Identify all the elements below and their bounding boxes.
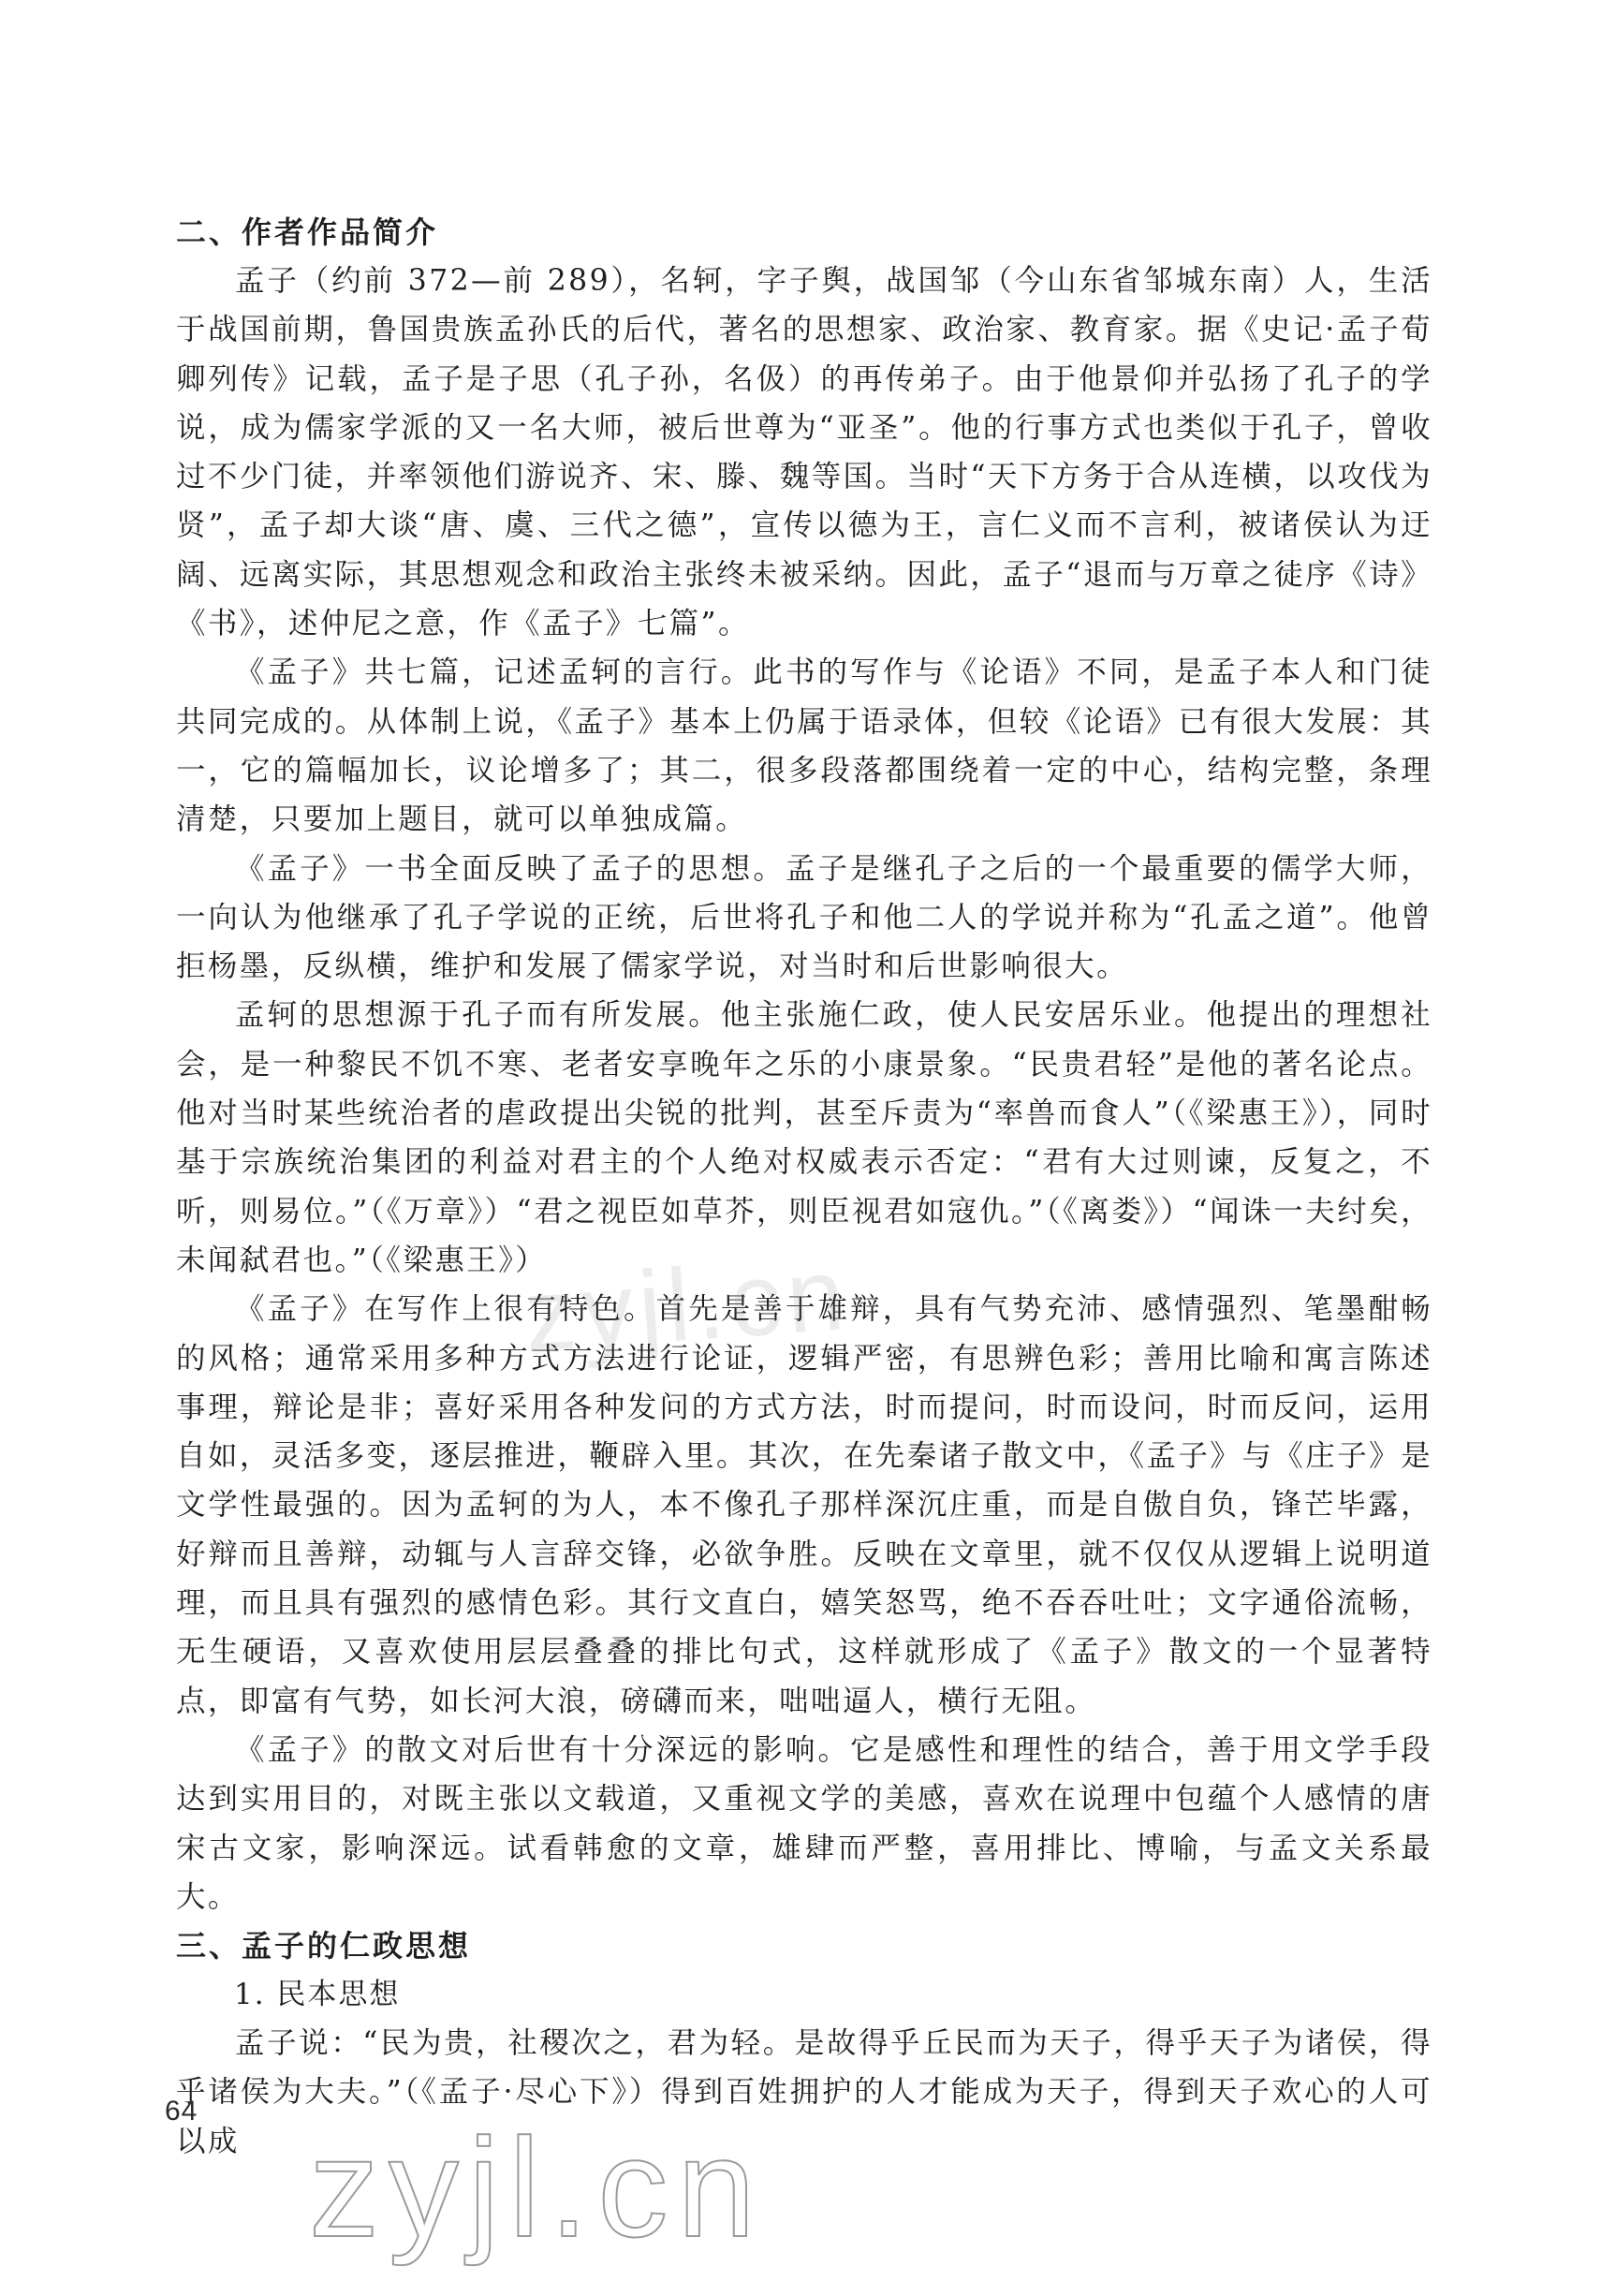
page-content — [176, 208, 1432, 2166]
subheading-minben: 1. 民本思想 — [234, 1978, 401, 2012]
paragraph-book-thought: 《孟子》一书全面反映了孟子的思想。孟子是继孔子之后的一个最重要的儒学大师，一向认为他继承了孔子学说的正统，后世将孔子和他二人的学说并称为“孔孟之道”。他曾拒杨墨，反纵横，维护和发展了儒家学说，对当时和后世影响很大。 — [176, 851, 1432, 984]
paragraph-writing-style: 《孟子》在写作上很有特色。首先是善于雄辩，具有气势充沛、感情强烈、笔墨酣畅的风格；通常采用多种方式方法进行论证，逻辑严密，有思辨色彩；善用比喻和寓言陈述事理，辩论是非；喜好采用各种发问的方式方法，时而提问，时而设问，时而反问，运用自如，灵活多变，逐层推进，鞭辟入里。其次，在先秦诸子散文中，《孟子》与《庄子》是文学性最强的。因为孟轲的为人，本不像孔子那样深沉庄重，而是自傲自负，锋芒毕露，好辩而且善辩，动辄与人言辞交锋，必欲争胜。反映在文章里，就不仅仅从逻辑上说明道理，而且具有强烈的感情色彩。其行文直白，嬉笑怒骂，绝不吞吞吐吐；文字通俗流畅，无生硬语，又喜欢使用层层叠叠的排比句式，这样就形成了《孟子》散文的一个显著特点，即富有气势，如长河大浪，磅礴而来，咄咄逼人，横行无阻。 — [176, 1292, 1432, 1718]
page-number: 64 — [165, 2096, 198, 2127]
paragraph-minben-quote: 孟子说：“民为贵，社稷次之，君为轻。是故得乎丘民而为天子，得乎天子为诸侯，得乎诸侯为大夫。”（《孟子·尽心下》）得到百姓拥护的人才能成为天子，得到天子欢心的人可以成 — [176, 2026, 1432, 2158]
paragraph-mencius-bio: 孟子（约前 372—前 289），名轲，字子舆，战国邹（今山东省邹城东南）人，生活于战国前期，鲁国贵族孟孙氏的后代，著名的思想家、政治家、教育家。据《史记·孟子荀卿列传》记载，孟子是子思（孔子孙，名伋）的再传弟子。由于他景仰并弘扬了孔子的学说，成为儒家学派的又一名大师，被后世尊为“亚圣”。他的行事方式也类似于孔子，曾收过不少门徒，并率领他们游说齐、宋、滕、魏等国。当时“天下方务于合从连横，以攻伐为贤”，孟子却大谈“唐、虞、三代之德”，宣传以德为王，言仁义而不言利，被诸侯认为迂阔、远离实际，其思想观念和政治主张终未被采纳。因此，孟子“退而与万章之徒序《诗》《书》，述仲尼之意，作《孟子》七篇”。 — [176, 264, 1432, 641]
watermark-bottom: zyjl.cn — [309, 2109, 765, 2266]
watermark-center: zyjl.cn — [521, 1236, 854, 1374]
paragraph-influence: 《孟子》的散文对后世有十分深远的影响。它是感性和理性的结合，善于用文学手段达到实用目的，对既主张以文载道，又重视文学的美感，喜欢在说理中包蕴个人感情的唐宋古文家，影响深远。试看韩愈的文章，雄肆而严整，喜用排比、博喻，与孟文关系最大。 — [176, 1732, 1432, 1914]
paragraph-political-thought: 孟轲的思想源于孔子而有所发展。他主张施仁政，使人民安居乐业。他提出的理想社会，是一种黎民不饥不寒、老者安享晚年之乐的小康景象。“民贵君轻”是他的著名论点。他对当时某些统治者的虐政提出尖锐的批判，甚至斥责为“率兽而食人”（《梁惠王》），同时基于宗族统治集团的利益对君主的个人绝对权威表示否定：“君有大过则谏，反复之，不听，则易位。”（《万章》）“君之视臣如草芥，则臣视君如寇仇。”（《离娄》）“闻诛一夫纣矣，未闻弑君也。”（《梁惠王》） — [176, 998, 1432, 1277]
section-heading-renzheng: 三、孟子的仁政思想 — [176, 1928, 472, 1965]
section-heading-authors: 二、作者作品简介 — [176, 214, 439, 250]
paragraph-book-structure: 《孟子》共七篇，记述孟轲的言行。此书的写作与《论语》不同，是孟子本人和门徒共同完成的。从体制上说，《孟子》基本上仍属于语录体，但较《论语》已有很大发展：其一，它的篇幅加长，议论增多了；其二，很多段落都围绕着一定的中心，结构完整，条理清楚，只要加上题目，就可以单独成篇。 — [176, 655, 1432, 837]
